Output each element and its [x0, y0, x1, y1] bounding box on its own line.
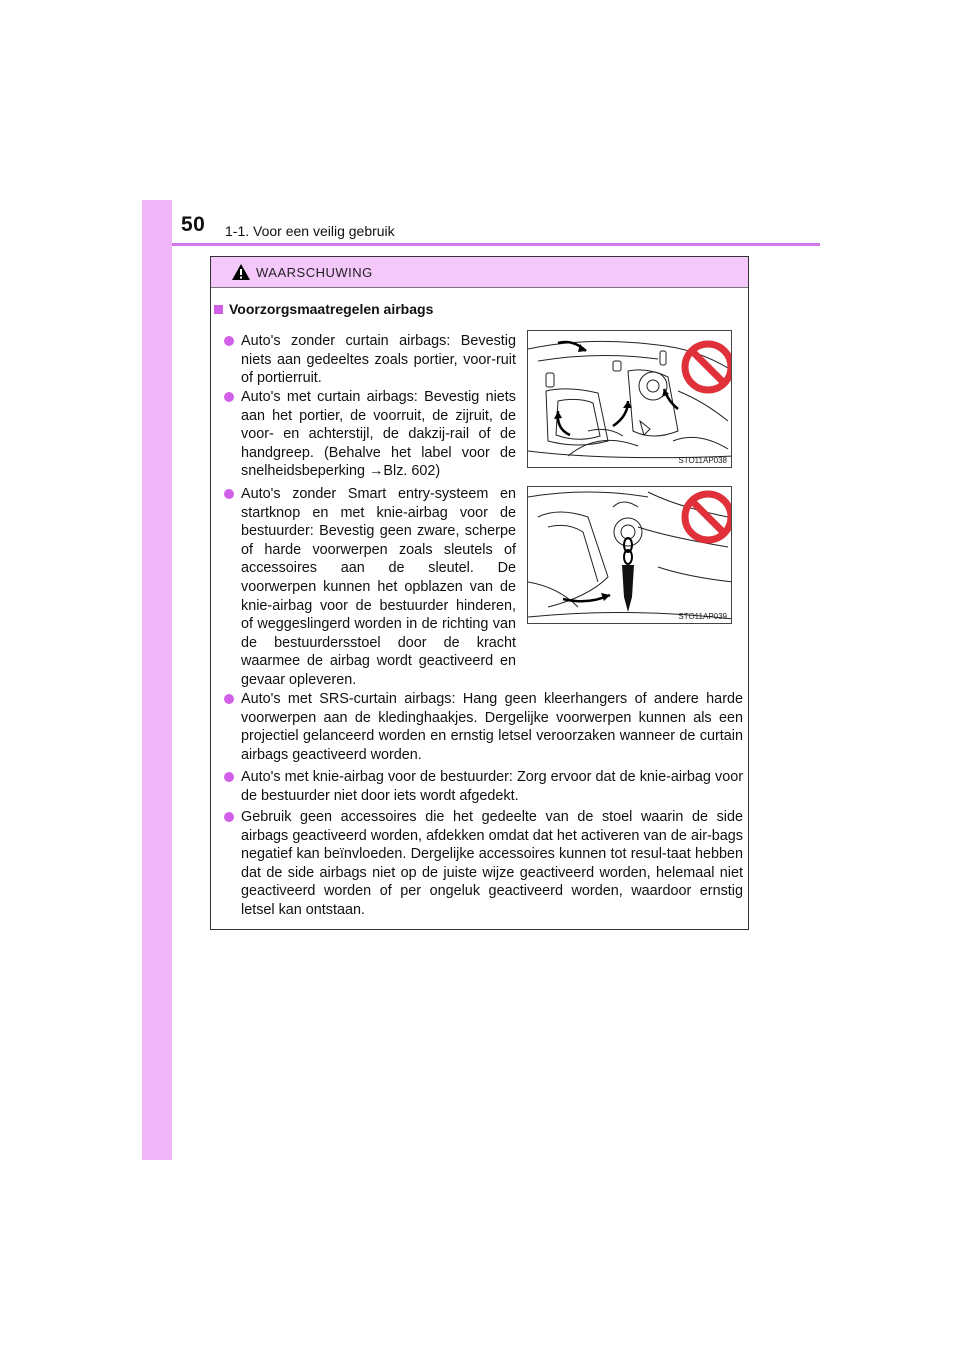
circle-bullet-icon	[224, 694, 234, 704]
bullet-text: Auto's met SRS-curtain airbags: Hang geen kleerhangers of andere harde voorwerpen aan de kledinghaakjes. Dergelijke voorwerpen kunnen als een projectiel gelanceerd worden en ernstig letsel veroorzaken wanneer de curtain airbags geactiveerd worden.	[241, 691, 743, 763]
header-divider	[172, 243, 820, 246]
bullet-item	[241, 485, 516, 690]
warning-heading	[212, 301, 433, 317]
circle-bullet-icon	[224, 336, 234, 346]
page-number: 50	[181, 213, 206, 236]
warning-title: WAARSCHUWING	[256, 265, 373, 280]
circle-bullet-icon	[224, 812, 234, 822]
prohibited-icon	[685, 494, 731, 540]
bullet-item	[241, 332, 516, 388]
figure-label: STO11AP039	[678, 612, 727, 621]
steering-column-illustration	[528, 487, 732, 624]
bullet-item	[241, 690, 743, 764]
illustration-knee-airbag-key	[527, 486, 732, 624]
bullet-text: Auto's zonder curtain airbags: Bevestig niets aan gedeeltes zoals portier, voor-ruit of portierruit.	[241, 333, 516, 387]
bullet-text: Gebruik geen accessoires die het gedeelte van de stoel waarin de side airbags geactiveerd worden, afdekken omdat dat het activeren van de air-bags negatief kan beïnvloeden. Dergelijke accessoires kunnen tot resul-taat hebben dat de side airbags niet op de juiste wijze geactiveerd worden, helemaal niet geactiveerd worden of per ongeluk geactiveerd worden, waardoor ernstig letsel kan ontstaan.	[241, 809, 743, 918]
bullet-item	[241, 388, 516, 481]
figure-label: STO11AP038	[678, 456, 727, 465]
circle-bullet-icon	[224, 489, 234, 499]
square-bullet-icon	[214, 305, 223, 314]
bullet-text: Auto's met knie-airbag voor de bestuurder: Zorg ervoor dat de knie-airbag voor de bestuurder niet door iets wordt afgedekt.	[241, 769, 743, 804]
bullet-item	[241, 808, 743, 920]
section-title: 1-1. Voor een veilig gebruik	[225, 223, 395, 239]
bullet-text: Auto's zonder Smart entry-systeem en startknop en met knie-airbag voor de bestuurder: Bevestig geen zware, scherpe of harde voorwerpen zoals sleutels of accessoires aan de sleutel. De voorwerpen kunnen het opblazen van de knie-airbag voor de bestuurder hinderen, of weggeslingerd worden in de richting van de bestuurdersstoel door de kracht waarmee de airbag wordt geactiveerd en gevaar opleveren.	[241, 486, 516, 688]
warning-heading-text: Voorzorgsmaatregelen airbags	[229, 301, 434, 317]
warning-header	[211, 257, 748, 288]
chapter-sidebar	[142, 200, 172, 1160]
warning-triangle-icon	[231, 263, 251, 281]
illustration-interior-airbags	[527, 330, 732, 468]
car-interior-illustration	[528, 331, 732, 468]
bullet-item	[241, 768, 743, 805]
bullet-text: Auto's met curtain airbags: Bevestig niets aan het portier, de voorruit, de zijruit, de voor- en achterstijl, de dakzij-rail of de handgreep. (Behalve het label voor de snelheidsbeperking →Blz. 602)	[241, 389, 516, 480]
prohibited-icon	[685, 344, 731, 390]
circle-bullet-icon	[224, 392, 234, 402]
circle-bullet-icon	[224, 772, 234, 782]
